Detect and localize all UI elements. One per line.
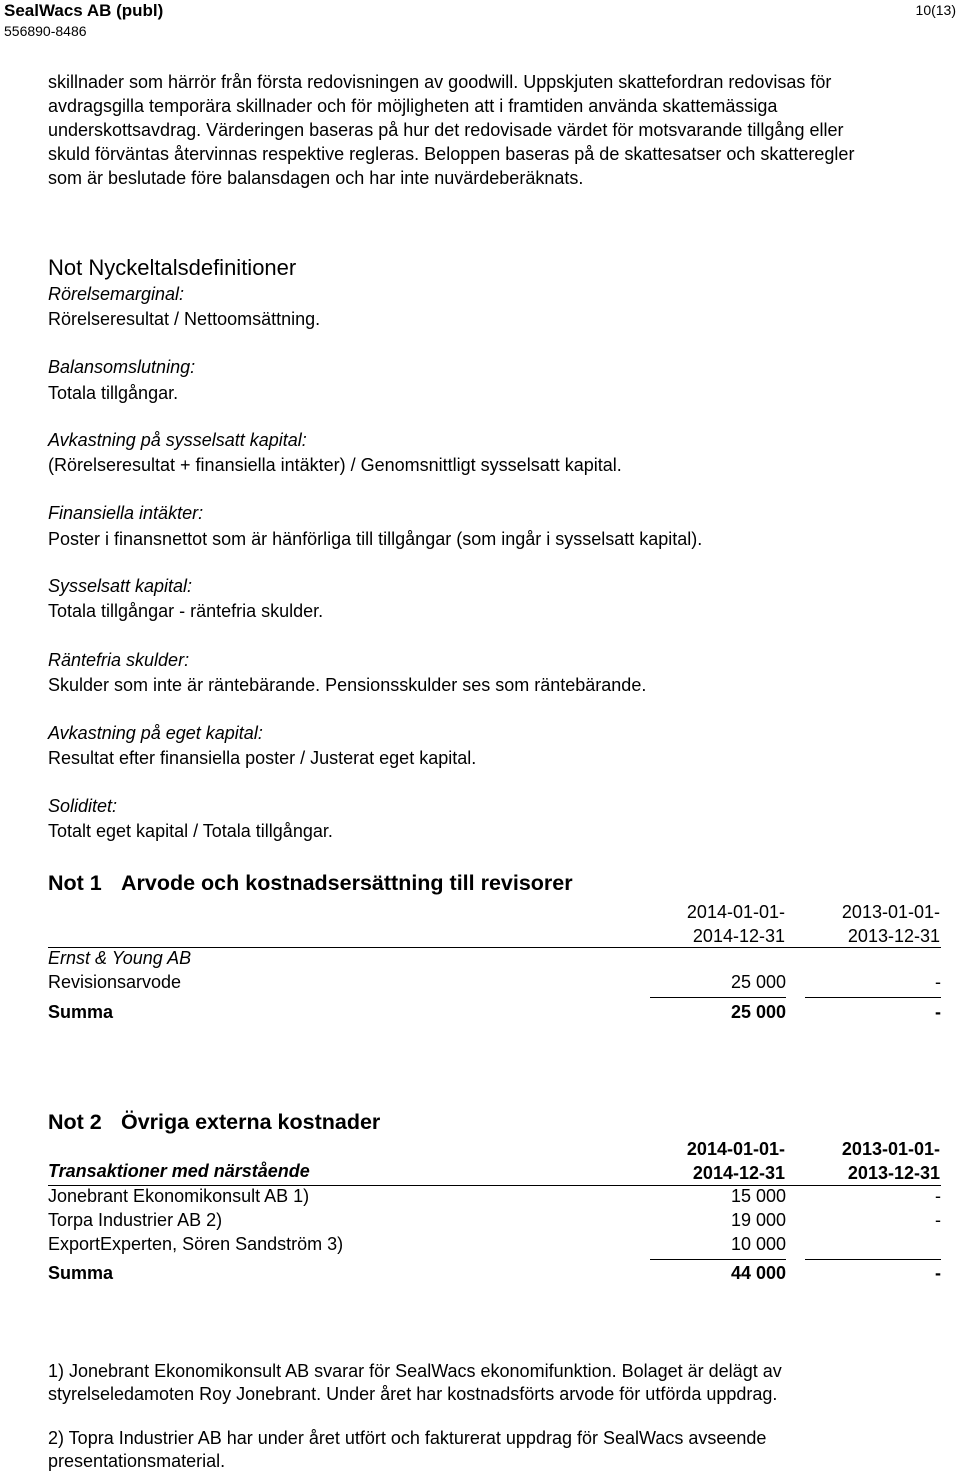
sum-label: Summa — [48, 1002, 114, 1022]
paragraph-line: underskottsavdrag. Värderingen baseras på hur det redovisade värdet för motsvarande tillgång eller — [48, 120, 844, 140]
key-ratios-heading: Not Nyckeltalsdefinitioner — [48, 255, 297, 280]
note1-group — [48, 948, 941, 972]
period-start: 2013-01-01- — [841, 902, 940, 922]
ratio-definition: Totalt eget kapital / Totala tillgångar. — [48, 821, 333, 841]
row-label: Torpa Industrier AB 2) — [48, 1210, 223, 1230]
sum-row — [48, 1263, 941, 1287]
row-label: ExportExperten, Sören Sandström 3) — [48, 1234, 344, 1254]
paragraph-line: avdragsgilla temporära skillnader och för möjligheten att i framtiden använda skattemässiga — [48, 96, 778, 116]
period-end: 2013-12-31 — [847, 926, 940, 946]
ratio-definition: Totala tillgångar - räntefria skulder. — [48, 601, 324, 621]
sum-label: Summa — [48, 1263, 114, 1283]
note2-subheading — [48, 1161, 941, 1185]
sum-value-2013: - — [935, 1263, 941, 1283]
period-end: 2014-12-31 — [692, 1163, 785, 1183]
company-name: SealWacs AB (publ) — [4, 1, 164, 20]
paragraph-line: skuld förväntas återvinnas respektive regleras. Beloppen baseras på de skattesatser och skatteregler — [48, 144, 855, 164]
ratio-definition: Totala tillgångar. — [48, 383, 179, 403]
row-value-2014: 19 000 — [730, 1210, 786, 1230]
ratio-definition: (Rörelseresultat + finansiella intäkter) / Genomsnittligt sysselsatt kapital. — [48, 455, 622, 475]
period-start: 2014-01-01- — [686, 902, 785, 922]
ratio-term: Balansomslutning: — [48, 357, 196, 377]
row-value-2013: - — [935, 1210, 941, 1230]
sum-row — [48, 1002, 941, 1026]
sum-line — [805, 997, 941, 998]
ratio-term: Rörelsemarginal: — [48, 284, 185, 304]
ratio-definition: Resultat efter finansiella poster / Justerat eget kapital. — [48, 748, 477, 768]
paragraph-line: som är beslutade före balansdagen och har inte nuvärdeberäknats. — [48, 168, 584, 188]
table-row — [48, 972, 941, 996]
ratio-definition: Poster i finansnettot som är hänförliga till tillgångar (som ingår i sysselsatt kapital). — [48, 529, 703, 549]
row-value-2013: - — [935, 972, 941, 992]
paragraph-line: skillnader som härrör från första redovisningen av goodwill. Uppskjuten skattefordran redovisas för — [48, 72, 832, 92]
page-number: 10(13) — [915, 2, 956, 18]
period-end: 2013-12-31 — [847, 1163, 940, 1183]
footnote-line: presentationsmaterial. — [48, 1451, 226, 1471]
ratio-term: Avkastning på sysselsatt kapital: — [48, 430, 307, 450]
sum-line — [650, 997, 786, 998]
note1-number: Not 1 — [48, 871, 102, 895]
row-value-2013: - — [935, 1186, 941, 1206]
footnote-1 — [48, 1360, 948, 1406]
subheading-label: Transaktioner med närstående — [48, 1161, 310, 1181]
note1-col2-header — [842, 900, 940, 948]
intro-paragraph — [48, 70, 948, 190]
table-row — [48, 1210, 941, 1234]
ratio-definition: Skulder som inte är räntebärande. Pensionsskulder ses som räntebärande. — [48, 675, 647, 695]
note2-number: Not 2 — [48, 1110, 102, 1134]
note1-title: Arvode och kostnadsersättning till revisorer — [121, 871, 573, 895]
row-value-2014: 25 000 — [730, 972, 786, 992]
group-label: Ernst & Young AB — [48, 948, 192, 968]
period-end: 2014-12-31 — [692, 926, 785, 946]
sum-line — [650, 1259, 786, 1260]
sum-value-2013: - — [935, 1002, 941, 1022]
sum-value-2014: 44 000 — [730, 1263, 786, 1283]
ratio-definition: Rörelseresultat / Nettoomsättning. — [48, 309, 321, 329]
ratio-term: Avkastning på eget kapital: — [48, 723, 263, 743]
sum-line — [805, 1259, 941, 1260]
footnote-line: styrelseledamoten Roy Jonebrant. Under året har kostnadsförts arvode för utförda uppdrag. — [48, 1384, 778, 1404]
table-row — [48, 1186, 941, 1210]
row-label: Revisionsarvode — [48, 972, 182, 992]
ratio-term: Sysselsatt kapital: — [48, 576, 193, 596]
note1-col1-header — [687, 900, 785, 948]
ratio-term: Finansiella intäkter: — [48, 503, 204, 523]
ratio-term: Räntefria skulder: — [48, 650, 190, 670]
sum-value-2014: 25 000 — [730, 1002, 786, 1022]
ratio-term: Soliditet: — [48, 796, 118, 816]
period-start: 2014-01-01- — [686, 1139, 785, 1159]
org-number: 556890-8486 — [4, 23, 87, 39]
footnote-2 — [48, 1427, 948, 1473]
footnote-line: 1) Jonebrant Ekonomikonsult AB svarar för SealWacs ekonomifunktion. Bolaget är delägt av — [48, 1361, 782, 1381]
note2-title: Övriga externa kostnader — [121, 1110, 381, 1134]
footnote-line: 2) Topra Industrier AB har under året utfört och fakturerat uppdrag för SealWacs avseende — [48, 1428, 767, 1448]
row-label: Jonebrant Ekonomikonsult AB 1) — [48, 1186, 310, 1206]
row-value-2014: 15 000 — [730, 1186, 786, 1206]
table-row — [48, 1234, 941, 1258]
row-value-2014: 10 000 — [730, 1234, 786, 1254]
period-start: 2013-01-01- — [841, 1139, 940, 1159]
